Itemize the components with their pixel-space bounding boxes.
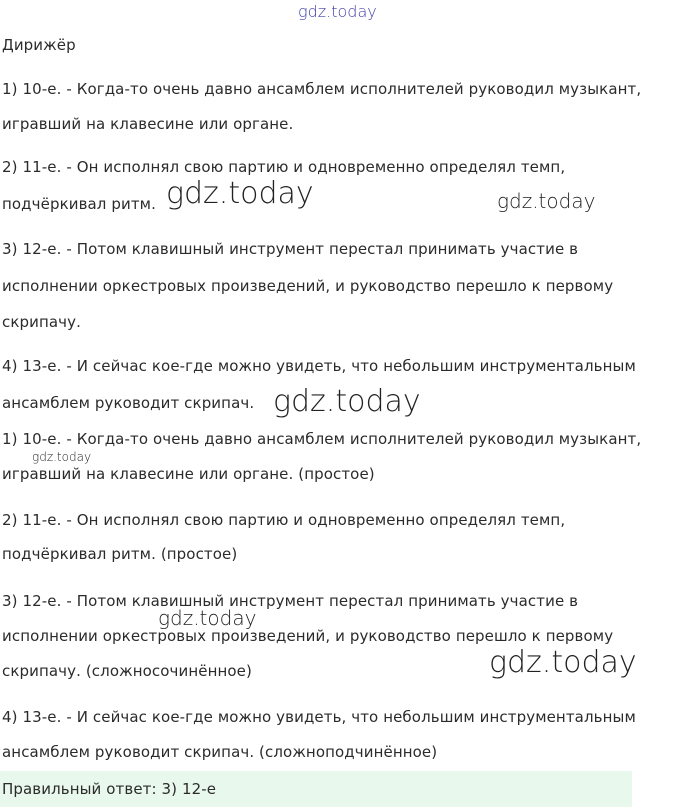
text-line: 3) 12-е. - Потом клавишный инструмент перестал принимать участие в <box>2 592 579 610</box>
heading: Дирижёр <box>2 36 76 54</box>
text-line: ансамблем руководит скрипач. <box>2 394 255 412</box>
text-line: исполнении оркестровых произведений, и руководство перешло к первому <box>2 277 614 295</box>
watermark: gdz.today <box>489 645 637 680</box>
text-line: 3) 12-е. - Потом клавишный инструмент перестал принимать участие в <box>2 240 579 258</box>
watermark: gdz.today <box>32 450 92 464</box>
text-line: 1) 10-е. - Когда-то очень давно ансамблем исполнителей руководил музыкант, <box>2 430 642 448</box>
text-line: скрипачу. <box>2 313 81 331</box>
watermark-top: gdz.today <box>298 2 377 21</box>
text-line: подчёркивал ритм. (простое) <box>2 545 238 563</box>
text-line: 2) 11-е. - Он исполнял свою партию и одновременно определял темп, <box>2 158 566 176</box>
text-line: скрипачу. (сложносочинённое) <box>2 662 252 680</box>
watermark: gdz.today <box>166 176 314 211</box>
watermark: gdz.today <box>273 384 421 419</box>
text-line: 4) 13-е. - И сейчас кое-где можно увидеть, что небольшим инструментальным <box>2 708 636 726</box>
watermark: gdz.today <box>158 606 257 630</box>
text-line: игравший на клавесине или органе. <box>2 115 294 133</box>
text-line: 1) 10-е. - Когда-то очень давно ансамблем исполнителей руководил музыкант, <box>2 80 642 98</box>
text-line: игравший на клавесине или органе. (простое) <box>2 465 375 483</box>
text-line: ансамблем руководит скрипач. (сложноподчинённое) <box>2 743 438 761</box>
answer-text: Правильный ответ: 3) 12-е <box>2 780 217 798</box>
text-line: исполнении оркестровых произведений, и руководство перешло к первому <box>2 627 614 645</box>
text-line: подчёркивал ритм. <box>2 195 156 213</box>
text-line: 2) 11-е. - Он исполнял свою партию и одновременно определял темп, <box>2 511 566 529</box>
text-line: 4) 13-е. - И сейчас кое-где можно увидеть, что небольшим инструментальным <box>2 357 636 375</box>
watermark: gdz.today <box>497 189 596 213</box>
